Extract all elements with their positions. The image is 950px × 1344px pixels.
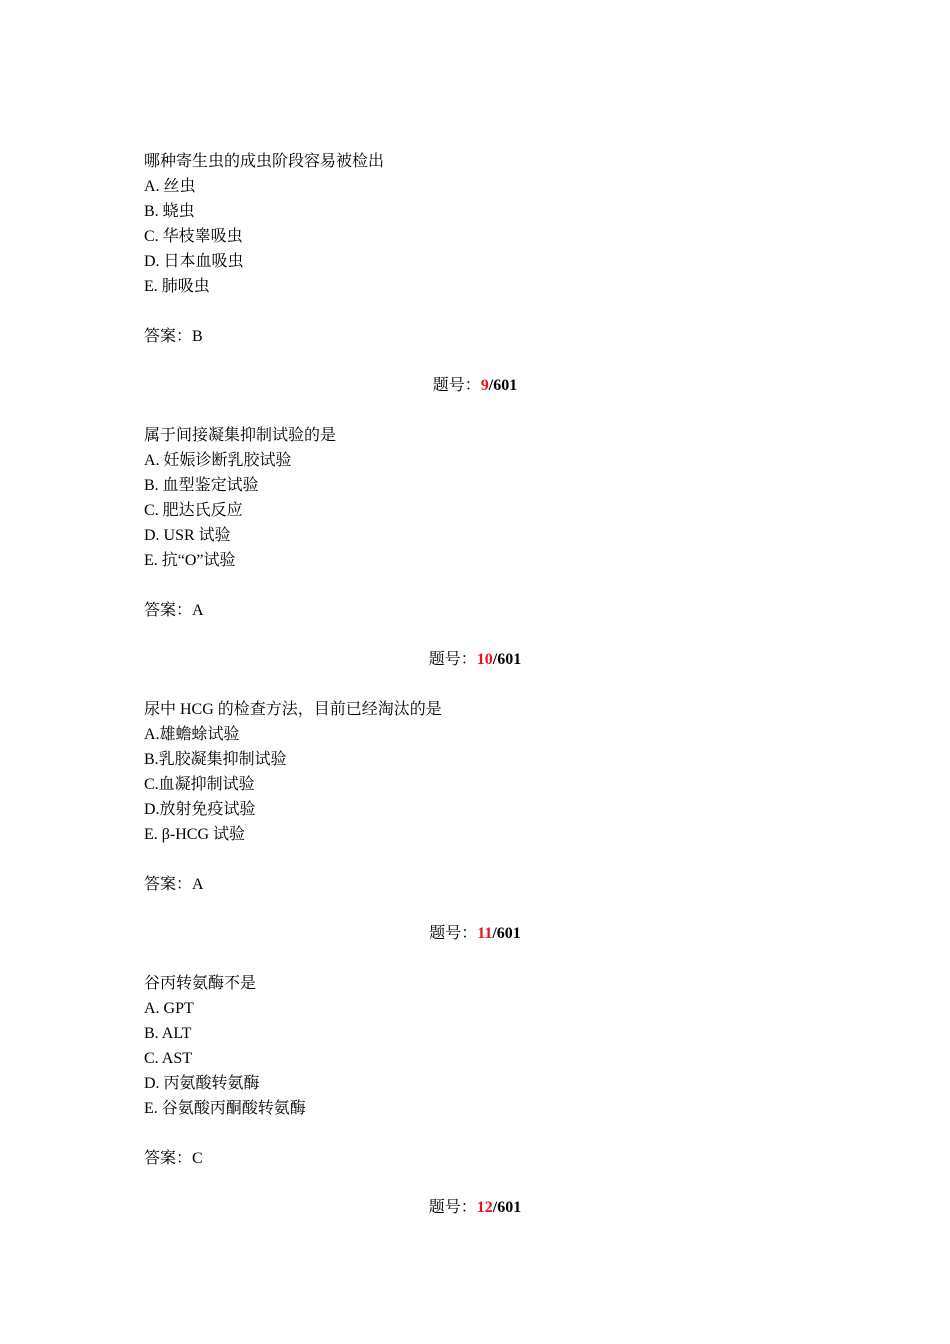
- question-stem: 尿中 HCG 的检查方法，目前已经淘汰的是: [144, 701, 442, 718]
- question-number-current: 10: [476, 651, 493, 668]
- option-c: C. AST: [144, 1050, 193, 1067]
- option-c: C.血凝抑制试验: [144, 776, 255, 793]
- question-number-total: /601: [492, 925, 521, 942]
- question-number-label: 题号：: [432, 377, 481, 394]
- question-number-current: 11: [477, 925, 493, 942]
- option-a: A. GPT: [144, 1000, 194, 1017]
- question-number-total: /601: [492, 651, 522, 668]
- question-block: [144, 149, 806, 349]
- option-e: E. β-HCG 试验: [144, 826, 246, 843]
- option-b: B. 血型鉴定试验: [144, 477, 259, 494]
- question-number: [0, 647, 950, 672]
- option-d: D.放射免疫试验: [144, 801, 256, 818]
- option-e: E. 谷氨酸丙酮酸转氨酶: [144, 1100, 306, 1117]
- option-c: C. 肥达氏反应: [144, 502, 243, 519]
- question-number-label: 题号：: [429, 925, 478, 942]
- answer-line: 答案：A: [144, 876, 204, 893]
- answer-line: 答案：B: [144, 328, 203, 345]
- option-b: B. ALT: [144, 1025, 192, 1042]
- question-number-current: 9: [480, 377, 489, 394]
- option-a: A.雄蟾蜍试验: [144, 726, 240, 743]
- option-e: E. 抗“O”试验: [144, 552, 236, 569]
- option-b: B. 蛲虫: [144, 203, 195, 220]
- question-number-total: /601: [488, 377, 518, 394]
- question-number: [0, 1195, 950, 1220]
- option-a: A. 丝虫: [144, 178, 196, 195]
- question-number-label: 题号：: [428, 651, 477, 668]
- question-number-label: 题号：: [428, 1199, 477, 1216]
- question-stem: 哪种寄生虫的成虫阶段容易被检出: [144, 153, 385, 170]
- option-c: C. 华枝睾吸虫: [144, 228, 243, 245]
- option-b: B.乳胶凝集抑制试验: [144, 751, 287, 768]
- question-stem: 谷丙转氨酶不是: [144, 975, 257, 992]
- question-number-total: /601: [492, 1199, 522, 1216]
- answer-line: 答案：C: [144, 1150, 203, 1167]
- option-d: D. 日本血吸虫: [144, 253, 244, 270]
- option-d: D. USR 试验: [144, 527, 231, 544]
- option-d: D. 丙氨酸转氨酶: [144, 1075, 260, 1092]
- option-a: A. 妊娠诊断乳胶试验: [144, 452, 292, 469]
- question-block: [144, 423, 806, 623]
- question-block: [144, 697, 806, 897]
- question-number: [0, 373, 950, 398]
- question-block: [144, 971, 806, 1171]
- answer-line: 答案：A: [144, 602, 204, 619]
- question-number-current: 12: [476, 1199, 493, 1216]
- question-number: [0, 921, 950, 946]
- question-stem: 属于间接凝集抑制试验的是: [144, 427, 337, 444]
- option-e: E. 肺吸虫: [144, 278, 210, 295]
